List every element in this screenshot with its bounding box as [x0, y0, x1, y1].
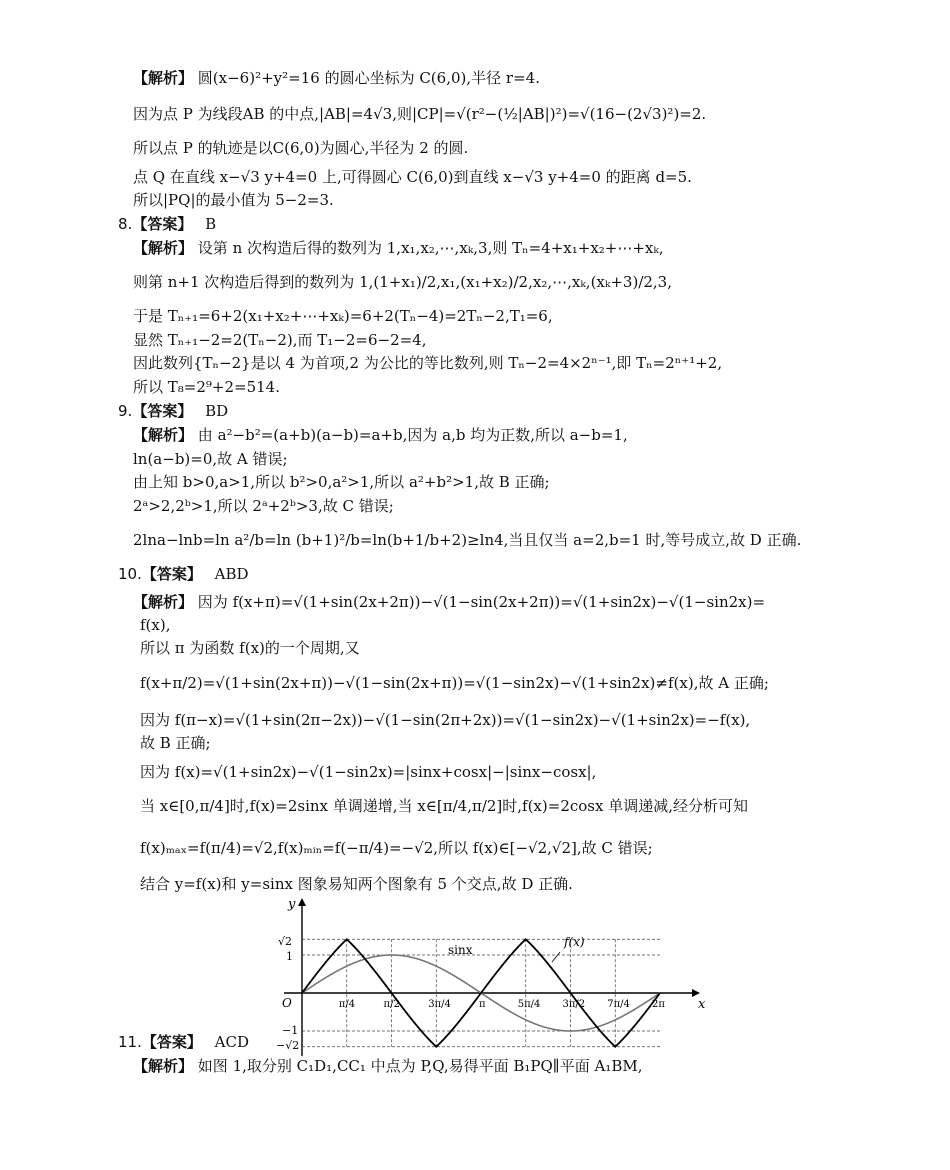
y-axis-label: y [288, 897, 296, 912]
sinx-label: sinx [448, 943, 473, 957]
q10-number: 10. [118, 565, 142, 583]
y-tick-neg-one: −1 [282, 1024, 299, 1037]
q10-answer: ABD [214, 565, 249, 583]
analysis-tag: 【解析】 [133, 426, 194, 444]
q8-analysis-line-3: 于是 Tₙ₊₁=6+2(x₁+x₂+⋯+xₖ)=6+2(Tₙ−4)=2Tₙ−2,T₁=6, [133, 307, 553, 325]
q8-number: 8. [118, 215, 133, 233]
x-tick-label: 3π/2 [562, 999, 586, 1010]
q10-analysis-line-3: 所以 π 为函数 f(x)的一个周期,又 [140, 639, 360, 657]
q9-answer-line [118, 401, 228, 421]
analysis-tag: 【解析】 [133, 239, 194, 257]
analysis-tag: 【解析】 [133, 593, 194, 611]
intro-line-1 [133, 68, 540, 88]
intro-line-3: 所以点 P 的轨迹是以C(6,0)为圆心,半径为 2 的圆. [133, 139, 469, 157]
y-tick-neg-sqrt2: −√2 [276, 1039, 300, 1052]
q11-answer-line [118, 1032, 249, 1052]
q8-answer: B [205, 215, 217, 233]
x-tick-label: 2π [652, 999, 665, 1010]
x-tick-label: π [479, 999, 486, 1010]
answer-tag: 【答案】 [141, 565, 202, 583]
intro-line-4: 点 Q 在直线 x−√3 y+4=0 上,可得圆心 C(6,0)到直线 x−√3 y+4=0 的距离 d=5. [133, 168, 692, 186]
x-tick-labels [339, 999, 666, 1010]
q9-answer: BD [205, 402, 229, 420]
function-graph [268, 896, 708, 1056]
answer-tag: 【答案】 [141, 1033, 202, 1051]
q9-number: 9. [118, 402, 133, 420]
q8-text-1: 设第 n 次构造后得的数列为 1,x₁,x₂,⋯,xₖ,3,则 Tₙ=4+x₁+x₂+⋯+xₖ, [197, 239, 664, 257]
x-axis-arrow [692, 989, 700, 997]
q9-text-1: 由 a²−b²=(a+b)(a−b)=a+b,因为 a,b 均为正数,所以 a−b=1, [197, 426, 628, 444]
x-tick-label: 7π/4 [607, 999, 630, 1010]
q11-analysis-line-1 [133, 1056, 642, 1076]
q8-analysis-line-4: 显然 Tₙ₊₁−2=2(Tₙ−2),而 T₁−2=6−2=4, [133, 331, 427, 349]
answer-tag: 【答案】 [132, 215, 193, 233]
q10-analysis-line-10: 结合 y=f(x)和 y=sinx 图象易知两个图象有 5 个交点,故 D 正确. [140, 875, 573, 893]
analysis-tag: 【解析】 [133, 69, 194, 87]
fx-label: f(x) [564, 935, 585, 949]
x-tick-label: π/2 [383, 999, 400, 1010]
x-tick-label: π/4 [338, 999, 356, 1010]
q10-answer-line [118, 564, 249, 584]
q9-analysis-line-1 [133, 425, 628, 445]
intro-line-2: 因为点 P 为线段AB 的中点,|AB|=4√3,则|CP|=√(r²−(½|AB|)²)=√(16−(2√3)²)=2. [133, 105, 707, 123]
q11-answer: ACD [214, 1033, 249, 1051]
q10-analysis-line-5: 因为 f(π−x)=√(1+sin(2π−2x))−√(1−sin(2π+2x))=√(1−sin2x)−√(1+sin2x)=−f(x), [140, 711, 751, 729]
q10-analysis-line-2: f(x), [140, 616, 171, 634]
q10-analysis-line-1 [133, 592, 765, 612]
q11-text-1: 如图 1,取分别 C₁D₁,CC₁ 中点为 P,Q,易得平面 B₁PQ∥平面 A₁BM, [197, 1057, 643, 1075]
fx-label-pointer [552, 952, 560, 962]
q10-analysis-line-6: 故 B 正确; [140, 734, 211, 752]
q10-analysis-line-7: 因为 f(x)=√(1+sin2x)−√(1−sin2x)=|sinx+cosx|−|sinx−cosx|, [140, 763, 597, 781]
q8-analysis-line-1 [133, 238, 664, 258]
q10-text-1: 因为 f(x+π)=√(1+sin(2x+2π))−√(1−sin(2x+2π))=√(1+sin2x)−√(1−sin2x)= [197, 593, 766, 611]
intro-text-1: 圆(x−6)²+y²=16 的圆心坐标为 C(6,0),半径 r=4. [197, 69, 540, 87]
q10-analysis-line-4: f(x+π/2)=√(1+sin(2x+π))−√(1−sin(2x+π))=√(1−sin2x)−√(1+sin2x)≠f(x),故 A 正确; [140, 674, 769, 692]
q9-analysis-line-3: 由上知 b>0,a>1,所以 b²>0,a²>1,所以 a²+b²>1,故 B 正确; [133, 473, 550, 491]
q9-analysis-line-4: 2ᵃ>2,2ᵇ>1,所以 2ᵃ+2ᵇ>3,故 C 错误; [133, 497, 394, 515]
q8-analysis-line-2: 则第 n+1 次构造后得到的数列为 1,(1+x₁)/2,x₁,(x₁+x₂)/2,x₂,⋯,xₖ,(xₖ+3)/2,3, [133, 273, 672, 291]
q8-analysis-line-6: 所以 T₈=2⁹+2=514. [133, 378, 280, 396]
q11-number: 11. [118, 1033, 142, 1051]
intro-line-5: 所以|PQ|的最小值为 5−2=3. [133, 191, 334, 209]
answer-tag: 【答案】 [132, 402, 193, 420]
q8-answer-line [118, 214, 216, 234]
analysis-tag: 【解析】 [133, 1057, 194, 1075]
y-axis-arrow [298, 898, 306, 906]
q10-analysis-line-8: 当 x∈[0,π/4]时,f(x)=2sinx 单调递增,当 x∈[π/4,π/2]时,f(x)=2cosx 单调递减,经分析可知 [140, 797, 748, 815]
x-tick-label: 5π/4 [517, 999, 541, 1010]
q9-analysis-line-5: 2lna−lnb=ln a²/b=ln (b+1)²/b=ln(b+1/b+2)≥ln4,当且仅当 a=2,b=1 时,等号成立,故 D 正确. [133, 531, 802, 549]
x-tick-label: 3π/4 [428, 999, 451, 1010]
origin-label: O [282, 996, 292, 1010]
x-axis-label: x [698, 997, 706, 1012]
q9-analysis-line-2: ln(a−b)=0,故 A 错误; [133, 450, 288, 468]
q8-analysis-line-5: 因此数列{Tₙ−2}是以 4 为首项,2 为公比的等比数列,则 Tₙ−2=4×2ⁿ⁻¹,即 Tₙ=2ⁿ⁺¹+2, [133, 354, 723, 372]
q10-analysis-line-9: f(x)ₘₐₓ=f(π/4)=√2,f(x)ₘᵢₙ=f(−π/4)=−√2,所以 f(x)∈[−√2,√2],故 C 错误; [140, 839, 653, 857]
y-tick-sqrt2: √2 [278, 935, 293, 948]
y-tick-one: 1 [286, 950, 293, 963]
